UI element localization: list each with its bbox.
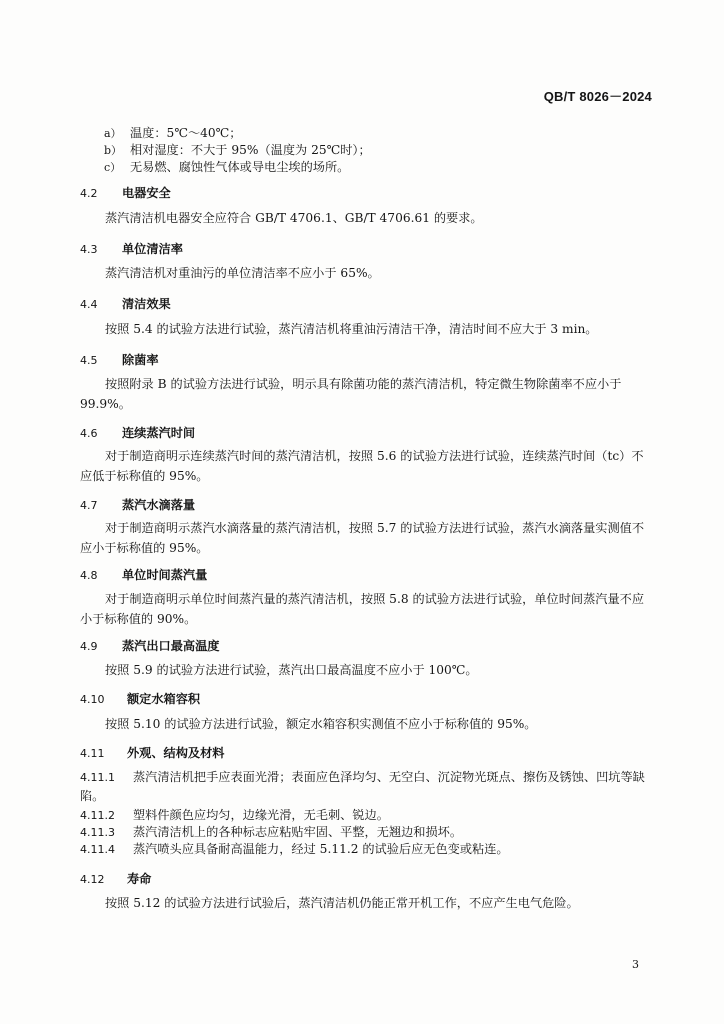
section-title: 电器安全 bbox=[122, 186, 171, 200]
section-heading bbox=[80, 637, 220, 654]
section-title: 连续蒸汽时间 bbox=[122, 426, 196, 440]
section-title: 蒸汽出口最高温度 bbox=[122, 639, 220, 653]
section-body: 蒸汽清洁机对重油污的单位清洁率不应小于 65%。 bbox=[105, 266, 380, 280]
subsection-item bbox=[80, 768, 653, 805]
section-body: 对于制造商明示连续蒸汽时间的蒸汽清洁机，按照 5.6 的试验方法进行试验，连续蒸汽时间（tc）不应低于标称值的 95%。 bbox=[80, 449, 644, 483]
list-label: c） bbox=[104, 161, 122, 174]
section-number: 4.9 bbox=[80, 640, 98, 653]
subsection-item bbox=[80, 840, 509, 857]
section-title: 额定水箱容积 bbox=[127, 692, 201, 706]
list-item bbox=[104, 141, 371, 158]
section-heading bbox=[80, 744, 225, 761]
page-number: 3 bbox=[632, 958, 639, 971]
list-text: 相对湿度：不大于 95%（温度为 25℃时）； bbox=[130, 143, 371, 157]
section-heading bbox=[80, 295, 171, 312]
section-title: 外观、结构及材料 bbox=[127, 746, 225, 760]
list-item bbox=[104, 124, 241, 141]
section-number: 4.3 bbox=[80, 243, 98, 256]
list-label: a） bbox=[104, 127, 122, 140]
section-number: 4.7 bbox=[80, 499, 98, 512]
section-body: 按照 5.10 的试验方法进行试验，额定水箱容积实测值不应小于标称值的 95%。 bbox=[105, 717, 537, 731]
section-heading bbox=[80, 240, 183, 257]
section-number: 4.12 bbox=[80, 873, 105, 886]
section-title: 除菌率 bbox=[122, 353, 159, 367]
section-title: 寿命 bbox=[127, 872, 152, 886]
subsection-text: 蒸汽喷头应具备耐高温能力，经过 5.11.2 的试验后应无色变或粘连。 bbox=[133, 842, 509, 856]
section-heading bbox=[80, 351, 159, 368]
section-body: 对于制造商明示蒸汽水滴落量的蒸汽清洁机，按照 5.7 的试验方法进行试验，蒸汽水滴落量实测值不应小于标称值的 95%。 bbox=[80, 521, 645, 555]
section-body: 蒸汽清洁机电器安全应符合 GB/T 4706.1、GB/T 4706.61 的要求。 bbox=[105, 211, 483, 225]
list-item bbox=[104, 158, 349, 175]
subsection-item bbox=[80, 823, 462, 840]
subsection-text: 蒸汽清洁机把手应表面光滑；表面应色泽均匀、无空白、沉淀物光斑点、擦伤及锈蚀、凹坑等缺陷。 bbox=[80, 770, 645, 803]
section-title: 单位清洁率 bbox=[122, 242, 183, 256]
section-body: 对于制造商明示单位时间蒸汽量的蒸汽清洁机，按照 5.8 的试验方法进行试验，单位时间蒸汽量不应小于标称值的 90%。 bbox=[80, 592, 645, 626]
subsection-text: 蒸汽清洁机上的各种标志应粘贴牢固、平整，无翘边和损坏。 bbox=[133, 825, 463, 839]
subsection-number: 4.11.4 bbox=[80, 843, 115, 856]
subsection-text: 塑料件颜色应均匀，边缘光滑，无毛刺、锐边。 bbox=[133, 808, 389, 822]
section-heading bbox=[80, 184, 171, 201]
section-title: 蒸汽水滴落量 bbox=[122, 498, 196, 512]
section-body: 按照 5.9 的试验方法进行试验，蒸汽出口最高温度不应小于 100℃。 bbox=[105, 663, 478, 677]
section-number: 4.4 bbox=[80, 298, 98, 311]
list-text: 无易燃、腐蚀性气体或导电尘埃的场所。 bbox=[130, 160, 350, 174]
section-heading bbox=[80, 424, 195, 441]
section-number: 4.8 bbox=[80, 569, 98, 582]
section-heading bbox=[80, 690, 200, 707]
section-number: 4.6 bbox=[80, 427, 98, 440]
section-number: 4.10 bbox=[80, 693, 105, 706]
subsection-number: 4.11.1 bbox=[80, 771, 115, 784]
section-body: 按照 5.4 的试验方法进行试验，蒸汽清洁机将重油污清洁干净，清洁时间不应大于 3 min。 bbox=[105, 322, 598, 336]
list-text: 温度：5℃～40℃； bbox=[130, 126, 242, 140]
subsection-item bbox=[80, 806, 389, 823]
section-body: 按照 5.12 的试验方法进行试验后，蒸汽清洁机仍能正常开机工作，不应产生电气危险。 bbox=[105, 896, 579, 910]
section-number: 4.2 bbox=[80, 187, 98, 200]
standard-code: QB/T 8026－2024 bbox=[543, 89, 652, 104]
section-title: 清洁效果 bbox=[122, 297, 171, 311]
section-number: 4.11 bbox=[80, 747, 105, 760]
section-heading bbox=[80, 496, 195, 513]
section-heading bbox=[80, 870, 151, 887]
list-label: b） bbox=[104, 144, 123, 157]
section-number: 4.5 bbox=[80, 354, 98, 367]
section-heading bbox=[80, 566, 207, 583]
section-title: 单位时间蒸汽量 bbox=[122, 568, 208, 582]
section-body: 按照附录 B 的试验方法进行试验，明示具有除菌功能的蒸汽清洁机，特定微生物除菌率不应小于 99.9%。 bbox=[80, 377, 622, 411]
subsection-number: 4.11.2 bbox=[80, 809, 115, 822]
subsection-number: 4.11.3 bbox=[80, 826, 115, 839]
